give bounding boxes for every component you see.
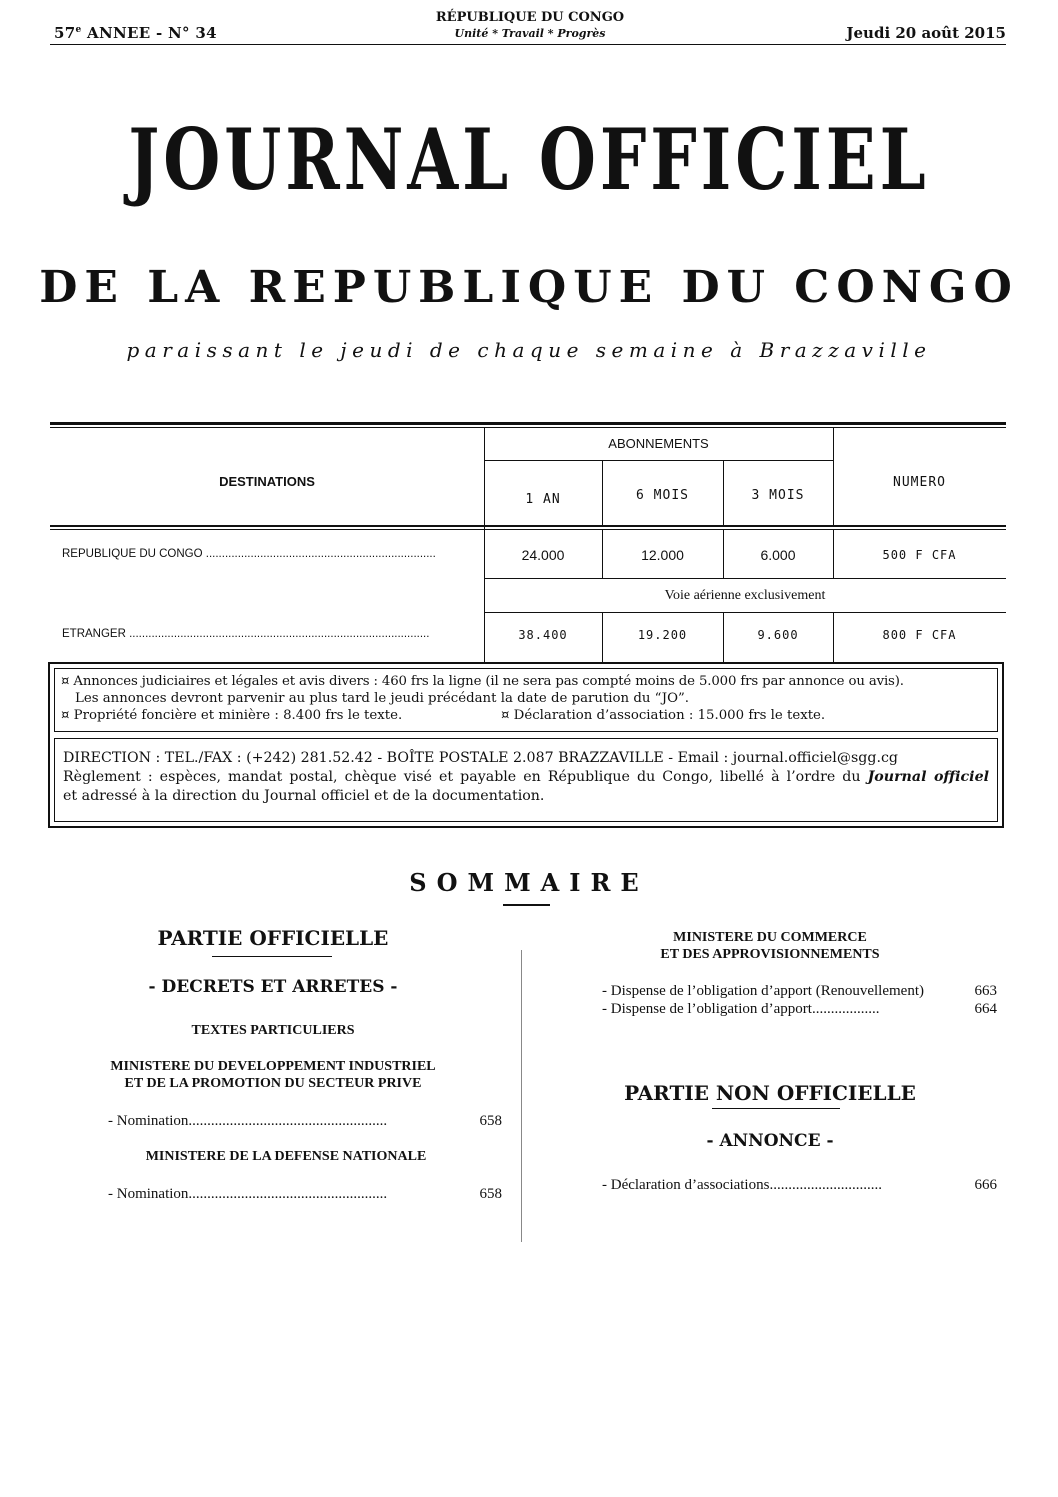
journal-subtitle: DE LA REPUBLIQUE DU CONGO — [39, 262, 1019, 313]
ministere-commerce-heading — [560, 929, 980, 963]
issue-ordinal-suffix: e — [75, 25, 82, 35]
header-country-block — [380, 10, 680, 40]
ministere-developpement-line-1: MINISTERE DU DEVELOPPEMENT INDUSTRIEL — [110, 1059, 436, 1074]
toc-entry[interactable] — [602, 982, 997, 1000]
col-numero: NUMERO — [893, 475, 946, 490]
issue-date: Jeudi 20 août 2015 — [846, 24, 1006, 42]
reglement-journal: Journal officiel — [867, 769, 989, 785]
row-congo-numero: 500 F CFA — [882, 548, 957, 562]
toc-entry-page: 658 — [479, 1113, 502, 1129]
toc-entry-label: - Nomination..................................................... — [108, 1113, 388, 1129]
row-congo-destination: REPUBLIQUE DU CONGO ........................................................................ — [62, 548, 436, 560]
toc-entry[interactable] — [602, 1000, 997, 1018]
header-motto: Unité * Travail * Progrès — [454, 27, 606, 40]
textes-particuliers-heading: TEXTES PARTICULIERS — [191, 1023, 355, 1038]
col-destinations: DESTINATIONS — [219, 474, 315, 489]
ministere-commerce-line-2: ET DES APPROVISIONNEMENTS — [660, 947, 880, 962]
notices-box — [48, 662, 1004, 828]
subscription-table — [50, 422, 1006, 662]
partie-non-officielle-underline — [712, 1108, 840, 1109]
row-congo-3mois: 6.000 — [760, 547, 796, 563]
toc-entry-label: - Dispense de l’obligation d’apport.................. — [602, 1001, 880, 1017]
col-1-an: 1 AN — [525, 492, 561, 507]
col-6-mois: 6 MOIS — [636, 488, 689, 503]
ministere-developpement-line-2: ET DE LA PROMOTION DU SECTEUR PRIVE — [124, 1076, 422, 1091]
row-etranger-6mois: 19.200 — [637, 628, 688, 642]
toc-entry-page: 663 — [974, 983, 997, 999]
toc-entry[interactable] — [108, 1185, 502, 1203]
direction-contact: DIRECTION : TEL./FAX : (+242) 281.52.42 - BOÎTE POSTALE 2.087 BRAZZAVILLE - Email : journal.officiel@sgg.cg — [63, 750, 898, 766]
journal-title: JOURNAL OFFICIEL — [128, 110, 930, 209]
direction-box — [54, 738, 998, 822]
issue-ordinal: 57 — [54, 24, 76, 42]
row-etranger-numero: 800 F CFA — [882, 628, 957, 642]
toc-entry-label: - Dispense de l’obligation d’apport (Renouvellement) — [602, 983, 924, 999]
sommaire-rule — [503, 904, 550, 906]
ministere-defense-heading: MINISTERE DE LA DEFENSE NATIONALE — [145, 1149, 427, 1164]
ministere-developpement-heading — [60, 1058, 486, 1092]
row-congo-1an: 24.000 — [521, 547, 565, 563]
partie-non-officielle-title: PARTIE NON OFFICIELLE — [624, 1081, 916, 1105]
journal-tagline: paraissant le jeudi de chaque semaine à Brazzaville — [126, 338, 932, 362]
toc-entry-page: 666 — [974, 1177, 997, 1193]
partie-officielle-underline — [212, 956, 332, 957]
declaration-association: ¤ Déclaration d’association : 15.000 frs le texte. — [501, 708, 826, 723]
toc-entry-page: 658 — [479, 1186, 502, 1202]
annonces-box — [54, 668, 998, 732]
sommaire-title: SOMMAIRE — [409, 868, 649, 897]
issue-label: ANNEE - N° 34 — [87, 24, 217, 42]
col-3-mois: 3 MOIS — [751, 488, 805, 503]
column-divider — [521, 950, 522, 1242]
partie-officielle-title: PARTIE OFFICIELLE — [157, 926, 389, 950]
voie-aerienne: Voie aérienne exclusivement — [664, 588, 826, 603]
header-country: RÉPUBLIQUE DU CONGO — [435, 10, 625, 25]
annonces-line-2: Les annonces devront parvenir au plus tard le jeudi précédant la date de parution du “JO”. — [75, 691, 689, 706]
decrets-arretes-heading: - DECRETS ET ARRETES - — [148, 977, 398, 997]
toc-entry-label: - Déclaration d’associations.............................. — [602, 1177, 882, 1193]
ministere-commerce-line-1: MINISTERE DU COMMERCE — [673, 930, 867, 945]
col-abonnements: ABONNEMENTS — [608, 436, 709, 451]
row-etranger-3mois: 9.600 — [757, 628, 799, 642]
row-etranger-1an: 38.400 — [518, 628, 568, 642]
toc-entry-page: 664 — [974, 1001, 997, 1017]
toc-entry[interactable] — [602, 1176, 997, 1194]
toc-entry[interactable] — [108, 1112, 502, 1130]
row-etranger-destination: ETRANGER .............................................................................................. — [62, 628, 430, 640]
header-rule — [50, 44, 1006, 45]
issue-number — [54, 24, 217, 42]
row-congo-6mois: 12.000 — [641, 547, 684, 563]
propriete-fonciere: ¤ Propriété foncière et minière : 8.400 frs le texte. — [61, 708, 403, 723]
reglement-text: Règlement : espèces, mandat postal, chèque visé et payable en République du Congo, libellé à l’ordre du — [63, 769, 868, 785]
annonce-heading: - ANNONCE - — [706, 1131, 834, 1151]
toc-entry-label: - Nomination..................................................... — [108, 1186, 388, 1202]
reglement-end: et adressé à la direction du Journal officiel et de la documentation. — [63, 788, 545, 804]
annonces-line-1: ¤ Annonces judiciaires et légales et avis divers : 460 frs la ligne (il ne sera pas compté moins de 5.000 frs par annonce ou avis). — [61, 674, 904, 689]
